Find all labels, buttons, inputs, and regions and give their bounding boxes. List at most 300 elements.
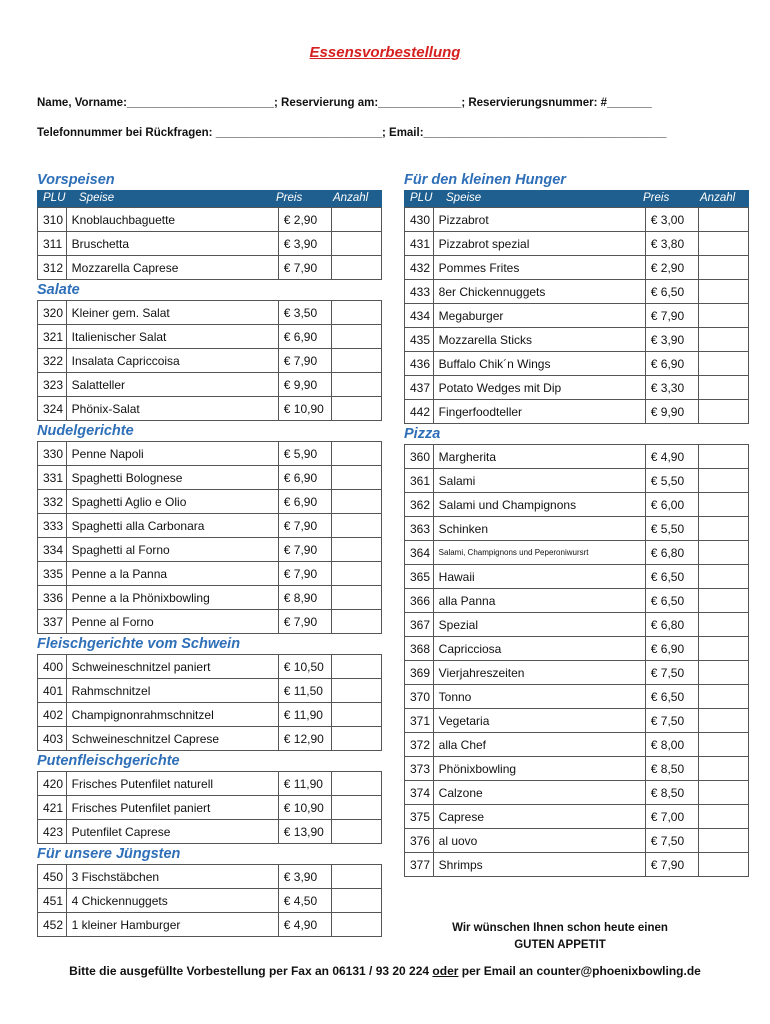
- table-row: [38, 865, 382, 889]
- item-price: € 7,90: [278, 562, 331, 586]
- item-price: € 7,00: [645, 805, 698, 829]
- item-price: € 7,90: [278, 538, 331, 562]
- item-plu: 437: [405, 376, 434, 400]
- item-plu: 374: [405, 781, 434, 805]
- item-plu: 375: [405, 805, 434, 829]
- item-price: € 7,90: [278, 610, 331, 634]
- item-quantity-field[interactable]: [331, 562, 381, 586]
- item-quantity-field[interactable]: [698, 256, 748, 280]
- item-price: € 6,80: [645, 613, 698, 637]
- item-price: € 7,90: [645, 853, 698, 877]
- table-row: [405, 376, 749, 400]
- item-price: € 6,00: [645, 493, 698, 517]
- item-plu: 367: [405, 613, 434, 637]
- item-plu: 322: [38, 349, 67, 373]
- table-row: [405, 805, 749, 829]
- item-quantity-field[interactable]: [698, 685, 748, 709]
- table-row: [38, 490, 382, 514]
- item-quantity-field[interactable]: [331, 301, 381, 325]
- table-row: [405, 493, 749, 517]
- item-quantity-field[interactable]: [698, 613, 748, 637]
- item-quantity-field[interactable]: [331, 772, 381, 796]
- table-row: [405, 637, 749, 661]
- menu-table: [37, 771, 382, 844]
- greeting-line-1: Wir wünschen Ihnen schon heute einen: [452, 922, 668, 934]
- table-row: [38, 325, 382, 349]
- item-price: € 9,90: [645, 400, 698, 424]
- item-name: Putenfilet Caprese: [66, 820, 278, 844]
- item-name: Caprese: [433, 805, 645, 829]
- item-plu: 311: [38, 232, 67, 256]
- menu-table: [37, 441, 382, 634]
- item-name: Margherita: [433, 445, 645, 469]
- item-name: Penne Napoli: [66, 442, 278, 466]
- item-quantity-field[interactable]: [698, 565, 748, 589]
- table-row: [38, 889, 382, 913]
- menu-table: [37, 207, 382, 280]
- item-price: € 11,50: [278, 679, 331, 703]
- item-price: € 6,90: [278, 325, 331, 349]
- table-row: [405, 685, 749, 709]
- table-row: [38, 442, 382, 466]
- section-title: Fleischgerichte vom Schwein: [37, 636, 241, 652]
- item-name: Spezial: [433, 613, 645, 637]
- item-quantity-field[interactable]: [698, 661, 748, 685]
- item-price: € 12,90: [278, 727, 331, 751]
- table-row: [405, 517, 749, 541]
- item-name: Frisches Putenfilet naturell: [66, 772, 278, 796]
- item-price: € 3,50: [278, 301, 331, 325]
- item-name: alla Panna: [433, 589, 645, 613]
- header-anzahl: Anzahl: [333, 192, 369, 204]
- item-plu: 377: [405, 853, 434, 877]
- item-plu: 403: [38, 727, 67, 751]
- footer-text-1: Bitte die ausgefüllte Vorbestellung per Fax an 06131 / 93 20 224: [69, 964, 433, 978]
- table-row: [38, 703, 382, 727]
- item-name: al uovo: [433, 829, 645, 853]
- item-plu: 372: [405, 733, 434, 757]
- item-plu: 450: [38, 865, 67, 889]
- item-quantity-field[interactable]: [331, 325, 381, 349]
- item-price: € 7,90: [278, 514, 331, 538]
- item-name: Vierjahreszeiten: [433, 661, 645, 685]
- item-plu: 451: [38, 889, 67, 913]
- item-quantity-field[interactable]: [331, 865, 381, 889]
- item-plu: 370: [405, 685, 434, 709]
- item-plu: 452: [38, 913, 67, 937]
- item-quantity-field[interactable]: [331, 727, 381, 751]
- item-price: € 3,90: [278, 865, 331, 889]
- footer-instructions: [0, 964, 770, 978]
- item-plu: 320: [38, 301, 67, 325]
- item-name: 4 Chickennuggets: [66, 889, 278, 913]
- item-price: € 2,90: [645, 256, 698, 280]
- item-name: Penne a la Phönixbowling: [66, 586, 278, 610]
- item-plu: 332: [38, 490, 67, 514]
- item-plu: 369: [405, 661, 434, 685]
- item-price: € 4,90: [278, 913, 331, 937]
- item-price: € 3,90: [278, 232, 331, 256]
- table-row: [405, 613, 749, 637]
- item-price: € 6,90: [645, 637, 698, 661]
- item-name: Mozzarella Sticks: [433, 328, 645, 352]
- item-name: Spaghetti Aglio e Olio: [66, 490, 278, 514]
- right-menu-column: [404, 170, 749, 877]
- table-row: [405, 445, 749, 469]
- item-name: Salatteller: [66, 373, 278, 397]
- item-price: € 3,30: [645, 376, 698, 400]
- item-plu: 431: [405, 232, 434, 256]
- table-row: [405, 589, 749, 613]
- item-quantity-field[interactable]: [698, 829, 748, 853]
- item-quantity-field[interactable]: [698, 637, 748, 661]
- table-row: [38, 538, 382, 562]
- item-plu: 430: [405, 208, 434, 232]
- table-row: [38, 655, 382, 679]
- item-quantity-field[interactable]: [698, 517, 748, 541]
- item-quantity-field[interactable]: [331, 256, 381, 280]
- item-price: € 3,00: [645, 208, 698, 232]
- item-name: Phönix-Salat: [66, 397, 278, 421]
- table-row: [38, 796, 382, 820]
- item-quantity-field[interactable]: [698, 232, 748, 256]
- item-price: € 8,90: [278, 586, 331, 610]
- item-quantity-field[interactable]: [698, 304, 748, 328]
- item-name: Capricciosa: [433, 637, 645, 661]
- item-plu: 312: [38, 256, 67, 280]
- item-quantity-field[interactable]: [331, 490, 381, 514]
- table-row: [38, 349, 382, 373]
- item-quantity-field[interactable]: [331, 703, 381, 727]
- item-quantity-field[interactable]: [331, 889, 381, 913]
- header-anzahl: Anzahl: [700, 192, 736, 204]
- item-quantity-field[interactable]: [698, 853, 748, 877]
- item-name: Penne al Forno: [66, 610, 278, 634]
- section-title: Für den kleinen Hunger: [404, 172, 566, 188]
- item-name: Penne a la Panna: [66, 562, 278, 586]
- table-row: [38, 397, 382, 421]
- item-price: € 10,90: [278, 397, 331, 421]
- item-quantity-field[interactable]: [331, 373, 381, 397]
- item-plu: 436: [405, 352, 434, 376]
- table-row: [38, 208, 382, 232]
- item-name: Pommes Frites: [433, 256, 645, 280]
- table-row: [405, 661, 749, 685]
- item-name: alla Chef: [433, 733, 645, 757]
- item-name: Fingerfoodteller: [433, 400, 645, 424]
- greeting-line-2: GUTEN APPETIT: [514, 939, 606, 951]
- table-row: [405, 208, 749, 232]
- item-plu: 362: [405, 493, 434, 517]
- table-row: [38, 820, 382, 844]
- item-quantity-field[interactable]: [698, 208, 748, 232]
- item-plu: 321: [38, 325, 67, 349]
- item-price: € 6,50: [645, 685, 698, 709]
- item-plu: 361: [405, 469, 434, 493]
- table-row: [405, 352, 749, 376]
- left-menu-column: [37, 170, 382, 937]
- item-price: € 8,50: [645, 757, 698, 781]
- item-price: € 6,90: [278, 466, 331, 490]
- item-price: € 6,80: [645, 541, 698, 565]
- item-quantity-field[interactable]: [698, 400, 748, 424]
- table-row: [405, 328, 749, 352]
- item-name: Knoblauchbaguette: [66, 208, 278, 232]
- table-row: [38, 727, 382, 751]
- item-price: € 6,50: [645, 280, 698, 304]
- item-price: € 4,50: [278, 889, 331, 913]
- item-plu: 373: [405, 757, 434, 781]
- item-name: Champignonrahmschnitzel: [66, 703, 278, 727]
- item-plu: 402: [38, 703, 67, 727]
- item-price: € 6,90: [278, 490, 331, 514]
- item-name: Pizzabrot: [433, 208, 645, 232]
- item-name: Spaghetti al Forno: [66, 538, 278, 562]
- item-price: € 6,90: [645, 352, 698, 376]
- table-row: [38, 610, 382, 634]
- table-row: [405, 853, 749, 877]
- item-price: € 11,90: [278, 703, 331, 727]
- item-quantity-field[interactable]: [331, 655, 381, 679]
- item-plu: 368: [405, 637, 434, 661]
- item-plu: 401: [38, 679, 67, 703]
- item-name: 1 kleiner Hamburger: [66, 913, 278, 937]
- item-plu: 434: [405, 304, 434, 328]
- item-plu: 330: [38, 442, 67, 466]
- table-row: [38, 679, 382, 703]
- item-plu: 420: [38, 772, 67, 796]
- item-name: Salami und Champignons: [433, 493, 645, 517]
- menu-table: [37, 654, 382, 751]
- item-quantity-field[interactable]: [698, 541, 748, 565]
- item-plu: 421: [38, 796, 67, 820]
- item-name: Kleiner gem. Salat: [66, 301, 278, 325]
- item-name: Insalata Capriccoisa: [66, 349, 278, 373]
- table-row: [38, 562, 382, 586]
- item-price: € 10,50: [278, 655, 331, 679]
- item-name: Rahmschnitzel: [66, 679, 278, 703]
- form-line-name-reservation: Name, Vorname:_______________________; Reservierung am:_____________; Reservierungsnummer: #_______: [37, 97, 652, 109]
- table-row: [38, 256, 382, 280]
- item-price: € 7,90: [278, 256, 331, 280]
- item-price: € 3,80: [645, 232, 698, 256]
- item-name: Calzone: [433, 781, 645, 805]
- item-quantity-field[interactable]: [331, 538, 381, 562]
- item-price: € 3,90: [645, 328, 698, 352]
- item-price: € 10,90: [278, 796, 331, 820]
- header-preis: Preis: [276, 192, 303, 204]
- item-name: Vegetaria: [433, 709, 645, 733]
- item-price: € 8,50: [645, 781, 698, 805]
- table-row: [38, 301, 382, 325]
- menu-table: [404, 444, 749, 877]
- item-price: € 8,00: [645, 733, 698, 757]
- section-title: Pizza: [404, 426, 441, 442]
- item-price: € 2,90: [278, 208, 331, 232]
- item-plu: 400: [38, 655, 67, 679]
- item-quantity-field[interactable]: [698, 445, 748, 469]
- table-row: [38, 232, 382, 256]
- form-line-phone-email: Telefonnummer bei Rückfragen: __________________________; Email:______________________________________: [37, 127, 667, 139]
- item-price: € 6,50: [645, 589, 698, 613]
- item-price: € 5,50: [645, 517, 698, 541]
- item-name: Megaburger: [433, 304, 645, 328]
- item-name: 8er Chickennuggets: [433, 280, 645, 304]
- footer-text-2: per Email an counter@phoenixbowling.de: [458, 964, 701, 978]
- item-name: Buffalo Chik´n Wings: [433, 352, 645, 376]
- item-plu: 364: [405, 541, 434, 565]
- header-speise: Speise: [79, 192, 115, 204]
- item-price: € 7,90: [645, 304, 698, 328]
- item-quantity-field[interactable]: [698, 280, 748, 304]
- item-quantity-field[interactable]: [331, 586, 381, 610]
- item-quantity-field[interactable]: [331, 913, 381, 937]
- item-name: Schweineschnitzel paniert: [66, 655, 278, 679]
- item-name: Salami, Champignons und Peperoniwursrt: [433, 541, 645, 565]
- section-title: Nudelgerichte: [37, 423, 134, 439]
- item-price: € 4,90: [645, 445, 698, 469]
- item-quantity-field[interactable]: [698, 733, 748, 757]
- item-plu: 376: [405, 829, 434, 853]
- item-name: Spaghetti Bolognese: [66, 466, 278, 490]
- item-quantity-field[interactable]: [331, 208, 381, 232]
- item-price: € 7,50: [645, 661, 698, 685]
- header-speise: Speise: [446, 192, 482, 204]
- item-quantity-field[interactable]: [331, 466, 381, 490]
- table-row: [405, 232, 749, 256]
- item-plu: 423: [38, 820, 67, 844]
- item-quantity-field[interactable]: [331, 232, 381, 256]
- item-name: Potato Wedges mit Dip: [433, 376, 645, 400]
- item-quantity-field[interactable]: [698, 376, 748, 400]
- item-plu: 323: [38, 373, 67, 397]
- item-quantity-field[interactable]: [698, 469, 748, 493]
- item-name: Phönixbowling: [433, 757, 645, 781]
- table-row: [405, 829, 749, 853]
- item-plu: 310: [38, 208, 67, 232]
- item-quantity-field[interactable]: [698, 352, 748, 376]
- item-plu: 366: [405, 589, 434, 613]
- section-title: Putenfleischgerichte: [37, 753, 180, 769]
- header-plu: PLU: [410, 192, 433, 204]
- item-name: Bruschetta: [66, 232, 278, 256]
- header-preis: Preis: [643, 192, 670, 204]
- item-plu: 336: [38, 586, 67, 610]
- item-price: € 6,50: [645, 565, 698, 589]
- menu-table: [404, 207, 749, 424]
- table-row: [38, 772, 382, 796]
- item-name: Schinken: [433, 517, 645, 541]
- item-price: € 5,50: [645, 469, 698, 493]
- item-quantity-field[interactable]: [698, 328, 748, 352]
- item-quantity-field[interactable]: [698, 781, 748, 805]
- item-quantity-field[interactable]: [331, 397, 381, 421]
- item-plu: 331: [38, 466, 67, 490]
- item-price: € 7,50: [645, 829, 698, 853]
- page-title: Essensvorbestellung: [309, 44, 461, 61]
- item-quantity-field[interactable]: [698, 805, 748, 829]
- header-plu: PLU: [43, 192, 66, 204]
- section-title: Salate: [37, 282, 80, 298]
- item-name: Mozzarella Caprese: [66, 256, 278, 280]
- item-quantity-field[interactable]: [331, 349, 381, 373]
- item-name: Italienischer Salat: [66, 325, 278, 349]
- item-price: € 9,90: [278, 373, 331, 397]
- item-name: Tonno: [433, 685, 645, 709]
- item-quantity-field[interactable]: [331, 796, 381, 820]
- item-price: € 5,90: [278, 442, 331, 466]
- menu-table: [37, 300, 382, 421]
- item-quantity-field[interactable]: [331, 820, 381, 844]
- item-plu: 433: [405, 280, 434, 304]
- item-quantity-field[interactable]: [331, 514, 381, 538]
- table-row: [405, 541, 749, 565]
- section-title: Vorspeisen: [37, 172, 115, 188]
- item-name: Hawaii: [433, 565, 645, 589]
- item-plu: 337: [38, 610, 67, 634]
- item-price: € 7,50: [645, 709, 698, 733]
- section-title: Für unsere Jüngsten: [37, 846, 181, 862]
- item-plu: 435: [405, 328, 434, 352]
- table-row: [405, 256, 749, 280]
- table-row: [38, 913, 382, 937]
- item-name: Pizzabrot spezial: [433, 232, 645, 256]
- item-plu: 333: [38, 514, 67, 538]
- table-header: [404, 190, 749, 207]
- table-row: [405, 757, 749, 781]
- item-quantity-field[interactable]: [698, 757, 748, 781]
- item-price: € 7,90: [278, 349, 331, 373]
- item-name: Shrimps: [433, 853, 645, 877]
- item-quantity-field[interactable]: [698, 709, 748, 733]
- item-name: Frisches Putenfilet paniert: [66, 796, 278, 820]
- item-quantity-field[interactable]: [331, 679, 381, 703]
- item-plu: 335: [38, 562, 67, 586]
- greeting: [420, 920, 700, 954]
- table-row: [38, 586, 382, 610]
- item-quantity-field[interactable]: [698, 589, 748, 613]
- item-name: Salami: [433, 469, 645, 493]
- menu-table: [37, 864, 382, 937]
- item-plu: 363: [405, 517, 434, 541]
- table-row: [405, 469, 749, 493]
- item-price: € 13,90: [278, 820, 331, 844]
- item-plu: 324: [38, 397, 67, 421]
- item-quantity-field[interactable]: [331, 610, 381, 634]
- table-row: [405, 709, 749, 733]
- table-row: [405, 280, 749, 304]
- item-quantity-field[interactable]: [698, 493, 748, 517]
- table-row: [38, 373, 382, 397]
- item-plu: 432: [405, 256, 434, 280]
- table-row: [405, 565, 749, 589]
- item-plu: 334: [38, 538, 67, 562]
- item-price: € 11,90: [278, 772, 331, 796]
- footer-oder: oder: [432, 964, 459, 978]
- table-header: [37, 190, 382, 207]
- item-quantity-field[interactable]: [331, 442, 381, 466]
- table-row: [38, 514, 382, 538]
- table-row: [405, 304, 749, 328]
- item-plu: 365: [405, 565, 434, 589]
- item-plu: 442: [405, 400, 434, 424]
- item-name: 3 Fischstäbchen: [66, 865, 278, 889]
- item-plu: 371: [405, 709, 434, 733]
- table-row: [405, 400, 749, 424]
- table-row: [38, 466, 382, 490]
- item-name: Spaghetti alla Carbonara: [66, 514, 278, 538]
- table-row: [405, 733, 749, 757]
